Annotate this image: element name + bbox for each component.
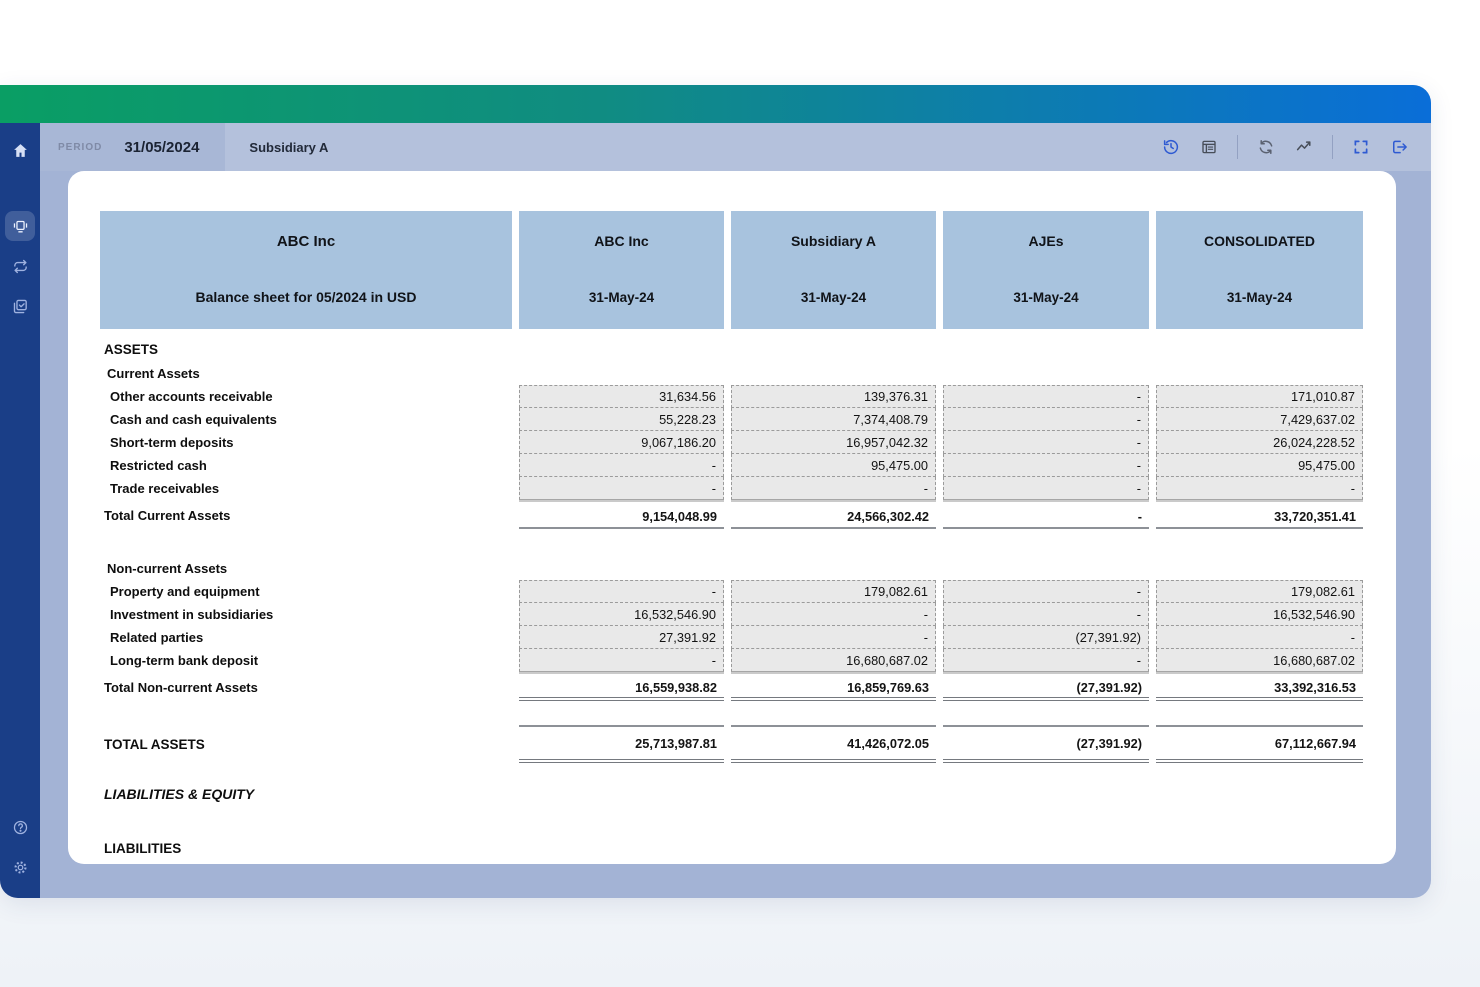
row-label: ASSETS (104, 341, 159, 357)
tasks-icon[interactable] (5, 291, 35, 321)
table-row (100, 454, 1360, 477)
toolbar-divider (1237, 135, 1238, 159)
column-header (943, 211, 1149, 329)
column-header (731, 211, 936, 329)
value-cell[interactable]: - (519, 580, 724, 603)
value-cell[interactable]: - (943, 454, 1149, 477)
total-value: 16,859,769.63 (731, 677, 936, 701)
value-cell[interactable]: - (943, 431, 1149, 454)
value-cell[interactable]: - (943, 580, 1149, 603)
value-cell[interactable]: - (519, 649, 724, 672)
column-date: 31-May-24 (588, 290, 655, 305)
value-cell[interactable]: - (943, 603, 1149, 626)
row-label: Cash and cash equivalents (110, 412, 277, 427)
column-name: Subsidiary A (790, 233, 877, 249)
sidebar (0, 123, 40, 898)
value-cell[interactable]: - (943, 649, 1149, 672)
row-label: Long-term bank deposit (110, 653, 259, 668)
column-date: 31-May-24 (800, 290, 867, 305)
value-cell[interactable]: 179,082.61 (731, 580, 936, 603)
spacer (100, 806, 1396, 828)
value-cell[interactable]: 26,024,228.52 (1156, 431, 1363, 454)
value-cell[interactable]: 16,532,546.90 (519, 603, 724, 626)
toolbar (40, 123, 1431, 171)
value-cell[interactable]: (27,391.92) (943, 626, 1149, 649)
spacer (100, 530, 1396, 556)
sheet-title: Balance sheet for 05/2024 in USD (195, 289, 417, 305)
value-cell[interactable]: 16,532,546.90 (1156, 603, 1363, 626)
column-header (1156, 211, 1363, 329)
toolbar-divider (1332, 135, 1333, 159)
table-row (100, 580, 1360, 603)
spacer (100, 764, 1396, 782)
value-cell[interactable]: 27,391.92 (519, 626, 724, 649)
table-row (100, 782, 1360, 806)
total-value: 16,559,938.82 (519, 677, 724, 701)
gear-icon[interactable] (5, 852, 35, 882)
table-view-icon[interactable] (1199, 137, 1219, 157)
row-label: LIABILITIES (104, 840, 182, 856)
carousel-icon[interactable] (5, 211, 35, 241)
total-value: 41,426,072.05 (731, 725, 936, 763)
value-cell[interactable]: - (943, 408, 1149, 431)
column-header (519, 211, 724, 329)
entity-name: ABC Inc (276, 233, 336, 250)
column-date: 31-May-24 (1226, 290, 1293, 305)
app-window (0, 85, 1431, 898)
row-label: Restricted cash (110, 458, 207, 473)
column-name: ABC Inc (594, 233, 649, 249)
total-value: (27,391.92) (943, 677, 1149, 701)
table-row (100, 385, 1360, 408)
value-cell[interactable]: 31,634.56 (519, 385, 724, 408)
value-cell[interactable]: - (731, 626, 936, 649)
period-label: PERIOD (58, 141, 103, 153)
table-row (100, 361, 1360, 385)
row-label: Related parties (110, 630, 204, 645)
total-value: 33,392,316.53 (1156, 677, 1363, 701)
table-row (100, 500, 1360, 530)
table-row (100, 477, 1360, 500)
value-cell[interactable]: - (519, 477, 724, 500)
period-value: 31/05/2024 (124, 138, 200, 156)
column-name: CONSOLIDATED (1204, 233, 1315, 249)
total-value: - (943, 505, 1149, 529)
row-label: Property and equipment (110, 584, 260, 599)
value-cell[interactable]: 179,082.61 (1156, 580, 1363, 603)
table-row (100, 626, 1360, 649)
table-row (100, 672, 1360, 702)
row-label: Trade receivables (110, 481, 220, 496)
total-value: 9,154,048.99 (519, 505, 724, 529)
table-body (100, 337, 1396, 860)
value-cell[interactable]: 139,376.31 (731, 385, 936, 408)
spacer (100, 702, 1396, 718)
value-cell[interactable]: - (943, 477, 1149, 500)
repeat-icon[interactable] (5, 251, 35, 281)
column-name: AJEs (1028, 233, 1064, 249)
value-cell[interactable]: - (1156, 626, 1363, 649)
exit-icon[interactable] (1389, 137, 1409, 157)
table-row (100, 724, 1360, 764)
column-date: 31-May-24 (1013, 290, 1079, 305)
row-label: TOTAL ASSETS (104, 736, 205, 752)
value-cell[interactable]: - (731, 477, 936, 500)
row-label: Non-current Assets (107, 560, 228, 576)
refresh-icon[interactable] (1256, 137, 1276, 157)
table-row (100, 649, 1360, 672)
value-cell[interactable]: 9,067,186.20 (519, 431, 724, 454)
value-cell[interactable]: 16,957,042.32 (731, 431, 936, 454)
value-cell[interactable]: 95,475.00 (1156, 454, 1363, 477)
table-row (100, 337, 1360, 361)
table-row (100, 408, 1360, 431)
home-icon[interactable] (5, 135, 35, 165)
total-value: 24,566,302.42 (731, 505, 936, 529)
row-label: Total Non-current Assets (104, 679, 258, 695)
row-label: Total Current Assets (104, 507, 231, 523)
value-cell[interactable]: - (519, 454, 724, 477)
table-row (100, 431, 1360, 454)
total-value: 25,713,987.81 (519, 725, 724, 763)
tab-subsidiary-a[interactable]: Subsidiary A (249, 139, 329, 155)
table-row (100, 836, 1360, 860)
total-value: 33,720,351.41 (1156, 505, 1363, 529)
value-cell[interactable]: - (1156, 477, 1363, 500)
table-header-row (100, 211, 1360, 329)
row-label: Other accounts receivable (110, 389, 273, 404)
value-cell[interactable]: 16,680,687.02 (731, 649, 936, 672)
value-cell[interactable]: - (943, 385, 1149, 408)
content-frame (40, 171, 1431, 898)
balance-sheet-card (68, 171, 1396, 864)
total-value: 67,112,667.94 (1156, 725, 1363, 763)
history-icon[interactable] (1161, 137, 1181, 157)
row-label: Current Assets (107, 365, 200, 381)
table-row (100, 603, 1360, 626)
table-row (100, 556, 1360, 580)
row-label: Investment in subsidiaries (110, 607, 274, 622)
header-corner-cell (100, 211, 512, 329)
value-cell[interactable]: 95,475.00 (731, 454, 936, 477)
help-icon[interactable] (5, 812, 35, 842)
value-cell[interactable]: 7,429,637.02 (1156, 408, 1363, 431)
period-selector[interactable] (40, 123, 225, 171)
total-value: (27,391.92) (943, 725, 1149, 763)
value-cell[interactable]: - (731, 603, 936, 626)
trend-icon[interactable] (1294, 137, 1314, 157)
value-cell[interactable]: 171,010.87 (1156, 385, 1363, 408)
value-cell[interactable]: 16,680,687.02 (1156, 649, 1363, 672)
top-gradient-bar (0, 85, 1431, 123)
value-cell[interactable]: 7,374,408.79 (731, 408, 936, 431)
fullscreen-icon[interactable] (1351, 137, 1371, 157)
row-label: Short-term deposits (110, 435, 234, 450)
row-label: LIABILITIES & EQUITY (104, 786, 255, 802)
value-cell[interactable]: 55,228.23 (519, 408, 724, 431)
